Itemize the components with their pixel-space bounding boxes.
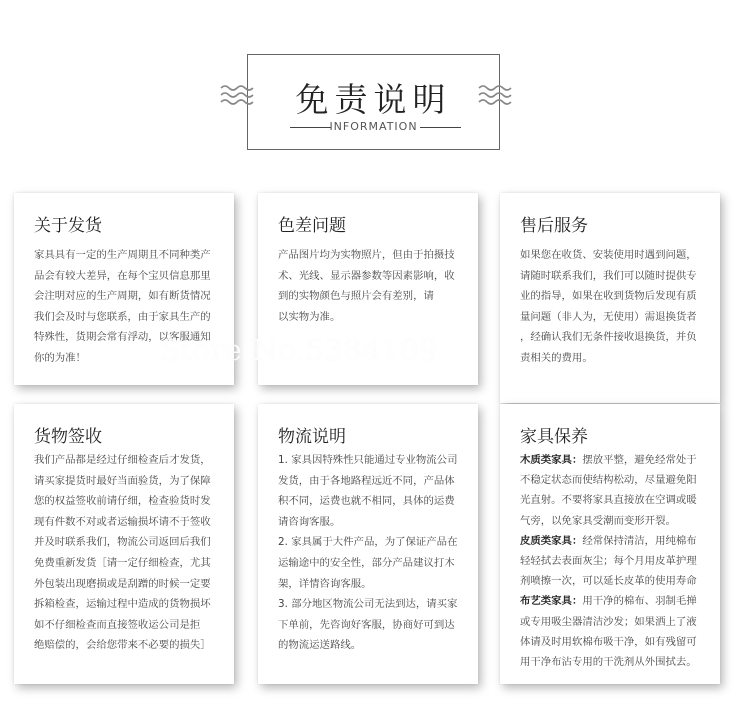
card-body xyxy=(520,450,714,672)
page-subtitle: INFORMATION xyxy=(329,120,418,133)
card-line: 现有件数不对或者运输损坏请不于签收 xyxy=(34,515,211,528)
card-line-text: 摆放平整，避免经常处于 xyxy=(582,454,697,466)
card-line-bold: 布艺类家具： xyxy=(520,595,583,608)
card-body xyxy=(34,450,228,656)
card-maintenance xyxy=(500,404,720,684)
card-after-sales xyxy=(500,193,720,403)
card-line: 您的权益签收前请仔细，检查验货时发 xyxy=(34,495,211,508)
card-line: 品会有较大差异，在每个宝贝信息那里 xyxy=(34,269,211,282)
card-line xyxy=(520,531,714,551)
card-line-text: 气旁，以免家具受潮而变形开裂。 xyxy=(520,514,676,527)
card-line xyxy=(520,632,714,652)
card-line: 你的为准！ xyxy=(34,351,86,364)
card-line: 产品图片均为实物照片，但由于拍摄技 xyxy=(278,249,455,261)
card-line xyxy=(520,652,714,672)
card-line xyxy=(520,571,714,591)
card-line: 并及时联系我们，物流公司返回后我们 xyxy=(34,536,211,549)
card-line xyxy=(520,450,714,470)
card-title: 物流说明 xyxy=(278,427,346,447)
card-title: 家具保养 xyxy=(520,427,588,447)
card-color-difference xyxy=(258,193,478,385)
card-line: 积不同，运费也就不相同，具体的运费 xyxy=(278,495,455,508)
card-title: 货物签收 xyxy=(34,427,102,447)
card-line-bold: 皮质类家具： xyxy=(520,534,583,547)
card-line: 我们产品都是经过仔细检查后才发货， xyxy=(34,454,211,466)
card-line: 如不仔细检查而直接签收运公司是拒 xyxy=(34,618,201,631)
card-line-text: 不稳定状态而使结构松动，尽量避免阳 xyxy=(520,474,697,487)
card-line-text: 用干净的棉布、羽制毛掸 xyxy=(582,595,697,608)
card-line: 绝赔偿的，会给您带来不必要的损失］ xyxy=(34,639,211,652)
card-title: 关于发货 xyxy=(34,216,102,236)
card-line-text: 经常保持清洁，用纯棉布 xyxy=(582,534,697,547)
card-line: 家具具有一定的生产周期且不同种类产 xyxy=(34,249,211,261)
card-line: 免费重新发货［请一定仔细检查，尤其 xyxy=(34,556,211,569)
card-line-text: 轻轻拭去表面灰尘；每个月用皮革护理 xyxy=(520,555,697,568)
page-title: 免责说明 xyxy=(295,80,452,119)
card-line-bold: 木质类家具： xyxy=(520,454,583,466)
card-line xyxy=(520,511,714,531)
card-line: 我们会及时与您联系，由于家具生产的 xyxy=(34,310,211,323)
card-line xyxy=(520,612,714,632)
card-line: 请随时联系我们，我们可以随时提供专 xyxy=(520,269,697,282)
card-line xyxy=(520,591,714,611)
card-line-text: 用干净布沾专用的干洗剂从外围拭去。 xyxy=(520,656,697,669)
card-line-text: 或专用吸尘器清洁沙发；如果洒上了液 xyxy=(520,615,697,628)
card-line: 架，详情咨询客服。 xyxy=(278,577,372,590)
card-line: 的物流运送路线。 xyxy=(278,639,362,652)
card-line: 运输途中的安全性，部分产品建议打木 xyxy=(278,556,455,569)
card-line xyxy=(520,490,714,510)
card-receipt xyxy=(14,404,234,684)
card-line: 2. 家具属于大件产品，为了保证产品在 xyxy=(278,536,458,549)
card-line: 请买家提货时最好当面验货，为了保障 xyxy=(34,474,211,487)
card-body xyxy=(278,450,472,656)
card-line: 拆箱检查，运输过程中造成的货物损坏 xyxy=(34,598,211,611)
card-line: 术、光线、显示器参数等因素影响，收 xyxy=(278,269,455,282)
card-line: 外包装出现磨损或是刮蹭的时候一定要 xyxy=(34,577,211,590)
card-line: ，经确认我们无条件接收退换货，并负 xyxy=(520,331,697,344)
card-line: 会注明对应的生产周期，如有断货情况 xyxy=(34,290,211,303)
card-body xyxy=(278,245,472,327)
card-line-text: 体请及时用软棉布吸干净，如有残留可 xyxy=(520,635,697,648)
card-line: 如果您在收货、安装使用时遇到问题， xyxy=(520,249,697,261)
card-title: 售后服务 xyxy=(520,216,588,236)
card-line: 量问题（非人为，无使用）需退换货者 xyxy=(520,310,697,323)
card-title: 色差问题 xyxy=(278,216,346,236)
card-line-text: 剂喷擦一次，可以延长皮革的使用寿命 xyxy=(520,575,697,588)
card-body xyxy=(34,245,228,369)
card-line-text: 光直射。不要将家具直接放在空调或暖 xyxy=(520,494,697,507)
card-line: 发货，由于各地路程远近不同，产品体 xyxy=(278,474,455,487)
card-line: 请咨询客服。 xyxy=(278,515,341,528)
card-line xyxy=(520,551,714,571)
card-line: 责相关的费用。 xyxy=(520,351,593,364)
card-shipping xyxy=(14,193,234,385)
card-line: 到的实物颜色与照片会有差别，请 xyxy=(278,290,434,303)
card-body xyxy=(520,245,714,369)
card-line: 3. 部分地区物流公司无法到达，请买家 xyxy=(278,598,458,611)
card-line xyxy=(520,470,714,490)
card-line: 特殊性，货期会常有浮动，以客服通知 xyxy=(34,331,211,344)
card-line: 以实物为准。 xyxy=(278,310,341,323)
card-line: 1. 家具因特殊性只能通过专业物流公司 xyxy=(278,454,458,466)
subtitle-line-right xyxy=(420,127,461,128)
store-watermark: Store No.5384109 xyxy=(160,333,438,367)
card-logistics xyxy=(258,404,478,684)
card-line: 业的指导，如果在收到货物后发现有质 xyxy=(520,290,697,303)
card-line: 下单前，先咨询好客服，协商好可到达 xyxy=(278,618,455,631)
